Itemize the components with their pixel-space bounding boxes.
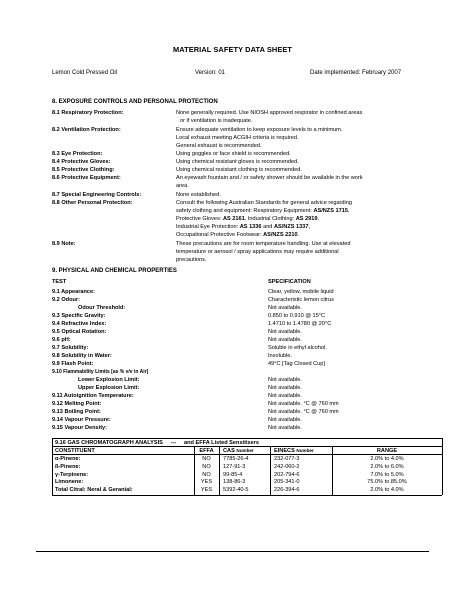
property-specification: Not available. [268, 337, 302, 343]
gc-effa-flag: YES [200, 479, 213, 486]
equipment-line-2: area. [176, 183, 189, 189]
property-specification: Not available. °C @ 760 mm [268, 409, 339, 415]
gc-effa-flag: NO [202, 456, 211, 462]
property-test: 9.2 Odour: [52, 297, 80, 303]
gc-einecs-number: 232-077-3 [274, 456, 300, 462]
gc-constituent-name: Total Citral: Neral & Geranial: [55, 487, 133, 494]
gc-col-divider-3 [270, 446, 271, 495]
product-name: Lemon Cold Pressed Oil [52, 70, 118, 76]
property-test: 9.8 Solubility in Water: [52, 353, 112, 359]
version-label: Version: 01 [195, 70, 226, 76]
gc-effa-flag: NO [202, 471, 211, 478]
gc-range: 2.0% to 4.0% [370, 456, 404, 462]
gc-effa-flag: NO [202, 463, 211, 470]
gc-cas-number: 5392-40-5 [223, 487, 249, 494]
property-specification: 1.4710 to 1.4780 @ 20°C [268, 321, 332, 327]
gc-einecs-number: 226-394-6 [274, 487, 300, 494]
gc-effa-flag: YES [200, 487, 213, 494]
footer-rule [36, 551, 429, 552]
gc-einecs-number: 202-794-6 [274, 471, 300, 478]
gc-table-bottom-border [52, 495, 442, 496]
property-specification: Not available. °C @ 760 mm [268, 401, 339, 407]
gc-col-divider-2 [219, 446, 220, 495]
other-line-3: Protective Gloves: AS 2161, Industrial Clothing: AS 2919, [176, 216, 320, 222]
property-test: 9.6 pH: [52, 337, 71, 343]
engineering-label: 8.7 Special Engineering Controls: [52, 192, 142, 198]
equipment-label: 8.6 Protective Equipment: [52, 175, 121, 181]
ventilation-line-1: Ensure adequate ventilation to keep exposure levels to a minimum. [176, 127, 343, 133]
other-line-5: Occupational Protective Footwear: AS/NZS 2210. [176, 232, 300, 238]
section-8-heading: 8. EXPOSURE CONTROLS AND PERSONAL PROTECTION [52, 99, 218, 105]
property-specification: Characteristic lemon citrus [268, 297, 334, 303]
note-line-1: These precautions are for room temperature handling. Use at elevated [176, 241, 351, 247]
gc-cas-number: 7785-26-4 [223, 456, 249, 462]
section-9-heading: 9. PHYSICAL AND CHEMICAL PROPERTIES [52, 268, 177, 274]
gc-range: 2.0% to 4.0% [370, 487, 404, 494]
property-specification: 0.850 to 0.910 @ 15°C [268, 313, 326, 319]
property-specification: Insoluble. [268, 353, 292, 359]
gc-table-title: 9.16 GAS CHROMATOGRAPH ANALYSIS --- and EFFA Listed Sensitisers [55, 439, 260, 446]
ventilation-line-2: Local exhaust meeting ACGIH criteria is required. [176, 135, 299, 141]
gc-einecs-number: 242-060-2 [274, 463, 300, 470]
property-specification: Not available. [268, 393, 302, 399]
property-specification: Clear, yellow, mobile liquid [268, 289, 334, 295]
other-line-4: Industrial Eye Protection: AS 1336 and AS/NZS 1337, [176, 224, 311, 230]
gc-header-constituent: CONSTITUENT [55, 447, 95, 454]
property-test: Upper Explosion Limit: [78, 385, 140, 391]
property-specification: Soluble in ethyl alcohol. [268, 345, 327, 351]
gc-range: 75.0% to 85.0% [367, 479, 407, 486]
property-test: Odour Threshold: [78, 305, 126, 311]
standard-as-nzs-1337: AS/NZS 1337 [273, 224, 309, 230]
standard-as-1336: AS 1336 [239, 224, 262, 230]
property-specification: 49°C [Tag Closed Cup] [268, 361, 325, 367]
gc-range: 2.0% to 6.0% [370, 463, 404, 470]
date-implemented: Date implemented: February 2007 [310, 70, 402, 76]
other-line-1: Consult the following Australian Standards for general advice regarding [176, 200, 352, 206]
gc-constituent-name: Limonene: [55, 479, 84, 486]
other-protection-label: 8.8 Other Personal Protection: [52, 200, 133, 206]
respiratory-line-2: or if ventilation is inadequate. [180, 118, 253, 124]
document-title: MATERIAL SAFETY DATA SHEET [172, 45, 293, 54]
gc-cas-number: 99-85-4 [223, 471, 243, 478]
property-test: 9.13 Boiling Point: [52, 409, 101, 415]
property-specification: Not available. [268, 377, 302, 383]
gc-header-einecs: EINECS Number [274, 447, 314, 454]
respiratory-label: 8.1 Respiratory Protection: [52, 110, 124, 116]
property-test: Lower Explosion Limit: [78, 377, 140, 383]
property-test: 9.1 Appearance: [52, 289, 96, 295]
property-test: 9.5 Optical Rotation: [52, 329, 107, 335]
property-specification: Not available. [268, 305, 302, 311]
gc-header-range: RANGE [376, 447, 398, 454]
property-test: 9.11 Autoignition Temperature: [52, 393, 134, 399]
clothing-value: Using chemical resistant clothing is recommended. [176, 167, 302, 173]
property-test: 9.3 Specific Gravity: [52, 313, 106, 319]
specification-column-header: SPECIFICATION [268, 279, 311, 285]
gc-constituent-name: α-Pinene: [55, 456, 81, 462]
gc-einecs-number: 205-341-0 [274, 479, 300, 486]
respiratory-line-1: None generally required. Use NIOSH approved respirator in confined areas [176, 110, 363, 116]
property-specification: Not available. [268, 417, 302, 423]
standard-as-2919: AS 2919 [295, 216, 318, 222]
gc-constituent-name: γ-Terpinene: [55, 471, 89, 478]
clothing-label: 8.5 Protective Clothing: [52, 167, 115, 173]
gc-range: 7.0% to 5.0% [370, 471, 404, 478]
property-test: 9.7 Solubility: [52, 345, 89, 351]
property-test: 9.14 Vapour Pressure: [52, 417, 111, 423]
other-line-2: safety clothing and equipment: Respiratory Equipment: AS/NZS 1715, [176, 208, 350, 214]
property-specification: Not available. [268, 425, 302, 431]
property-test: 9.15 Vapour Density: [52, 425, 108, 431]
gc-constituent-name: ß-Pinene: [55, 463, 81, 470]
gc-cas-number: 127-91-3 [223, 463, 246, 470]
standard-as-2161: AS 2161 [222, 216, 245, 222]
gloves-label: 8.4 Protective Gloves: [52, 159, 111, 165]
property-test: 9.9 Flash Point: [52, 361, 94, 367]
note-line-2: temperature or aerosol / spray applications may require additional [176, 249, 339, 255]
gloves-value: Using chemical resistant gloves is recommended. [176, 159, 299, 165]
property-test: 9.10 Flammability Limits [as % v/v in Air] [52, 369, 149, 375]
eye-protection-value: Using goggles or face shield is recommended. [176, 151, 291, 157]
gc-header-cas: CAS Number [223, 447, 254, 454]
gc-table-right-border [442, 438, 443, 495]
property-test: 9.4 Refractive Index: [52, 321, 107, 327]
property-specification: Not available. [268, 385, 302, 391]
gc-table-left-border [52, 438, 53, 495]
ventilation-line-3: General exhaust is recommended. [176, 143, 262, 149]
note-label: 8.9 Note: [52, 241, 76, 247]
ventilation-label: 8.2 Ventilation Protection: [52, 127, 121, 133]
gc-table-header-border [52, 454, 442, 455]
test-column-header: TEST [52, 279, 67, 285]
gc-cas-number: 138-86-3 [223, 479, 246, 486]
property-specification: Not available. [268, 329, 302, 335]
equipment-line-1: An eyewash fountain and / or safety shower should be available in the work [176, 175, 363, 181]
eye-protection-label: 8.3 Eye Protection: [52, 151, 103, 157]
standard-as-nzs-2210: AS/NZS 2210 [263, 232, 298, 238]
gc-header-effa: EFFA [199, 447, 214, 454]
standard-as-nzs-1715: AS/NZS 1715 [313, 208, 348, 214]
note-line-3: precautions. [176, 257, 207, 263]
property-test: 9.12 Melting Point: [52, 401, 102, 407]
engineering-value: None established. [176, 192, 221, 198]
